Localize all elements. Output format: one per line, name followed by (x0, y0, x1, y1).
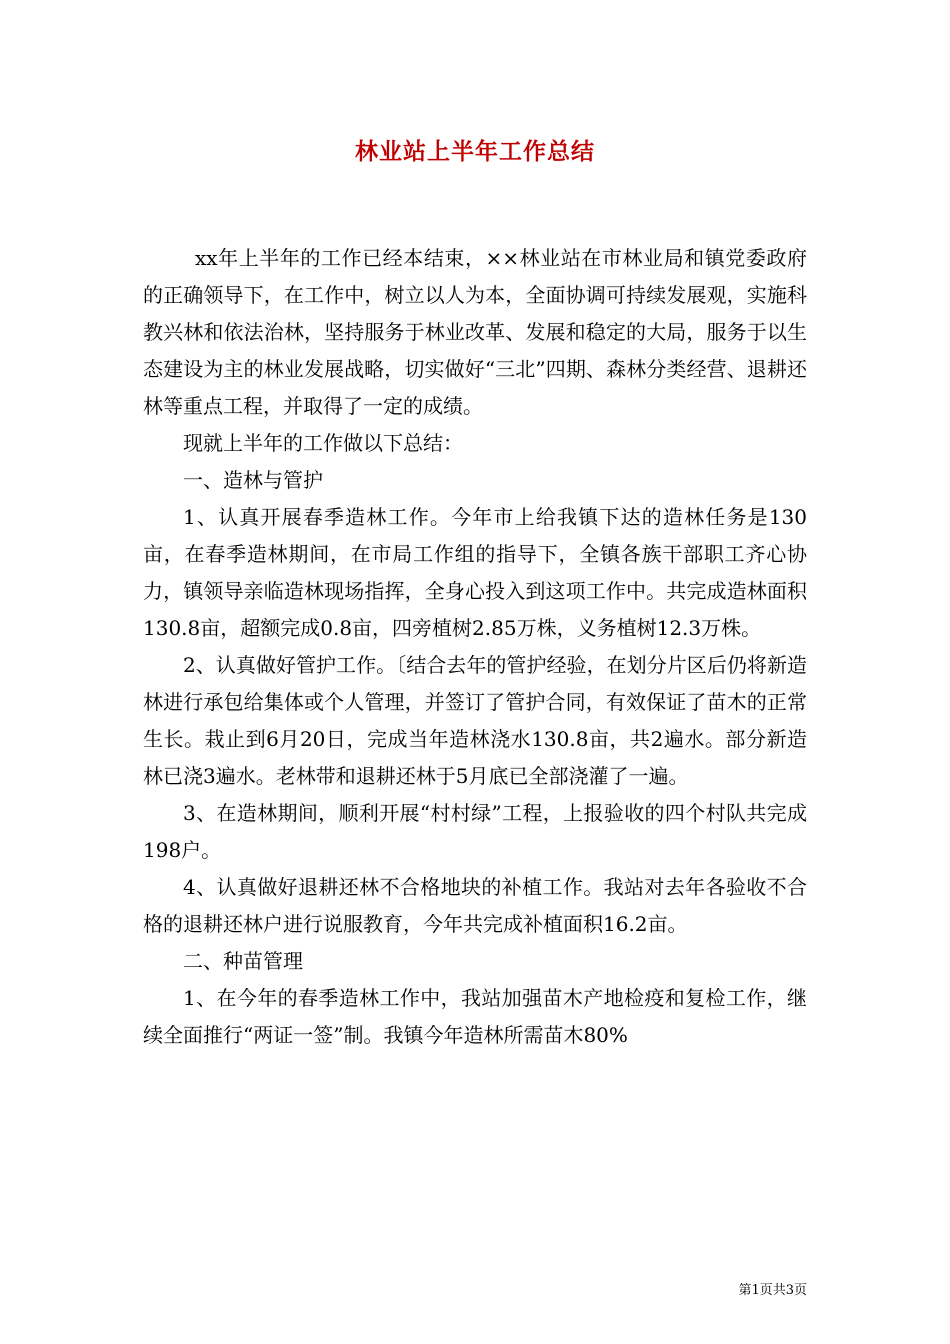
section-heading-seedlings: 二、种苗管理 (183, 949, 303, 973)
paragraph-item-3: 3、在造林期间，顺利开展“村村绿”工程，上报验收的四个村队共完成198户。 (143, 801, 807, 862)
paragraph-item-4: 4、认真做好退耕还林不合格地块的补植工作。我站对去年各验收不合格的退耕还林户进行说服教育，今年共完成补植面积16.2亩。 (143, 875, 807, 936)
document-body (143, 240, 807, 1054)
paragraph-summary-lead: 现就上半年的工作做以下总结： (183, 431, 463, 455)
document-title: 林业站上半年工作总结 (355, 138, 595, 165)
paragraph-seedling-item-1: 1、在今年的春季造林工作中，我站加强苗木产地检疫和复检工作，继续全面推行“两证一签”制。我镇今年造林所需苗木80% (143, 986, 807, 1047)
page-number: 第1页共3页 (738, 1283, 807, 1298)
paragraph-item-1: 1、认真开展春季造林工作。今年市上给我镇下达的造林任务是130亩，在春季造林期间，在市局工作组的指导下，全镇各族干部职工齐心协力，镇领导亲临造林现场指挥，全身心投入到这项工作中。共完成造林面积130.8亩，超额完成0.8亩，四旁植树2.85万株，义务植树12.3万株。 (143, 505, 807, 640)
paragraph-item-2: 2、认真做好管护工作。〔结合去年的管护经验，在划分片区后仍将新造林进行承包给集体或个人管理，并签订了管护合同，有效保证了苗木的正常生长。栽止到6月20日，完成当年造林浇水130.8亩，共2遍水。部分新造林已浇3遍水。老林带和退耕还林于5月底已全部浇灌了一遍。 (143, 653, 807, 788)
section-heading-afforestation: 一、造林与管护 (183, 468, 323, 492)
paragraph-intro: xx年上半年的工作已经本结束，××林业站在市林业局和镇党委政府的正确领导下，在工作中，树立以人为本，全面协调可持续发展观，实施科教兴林和依法治林，坚持服务于林业改革、发展和稳定的大局，服务于以生态建设为主的林业发展战略，切实做好“三北”四期、森林分类经营、退耕还林等重点工程，并取得了一定的成绩。 (143, 246, 807, 418)
